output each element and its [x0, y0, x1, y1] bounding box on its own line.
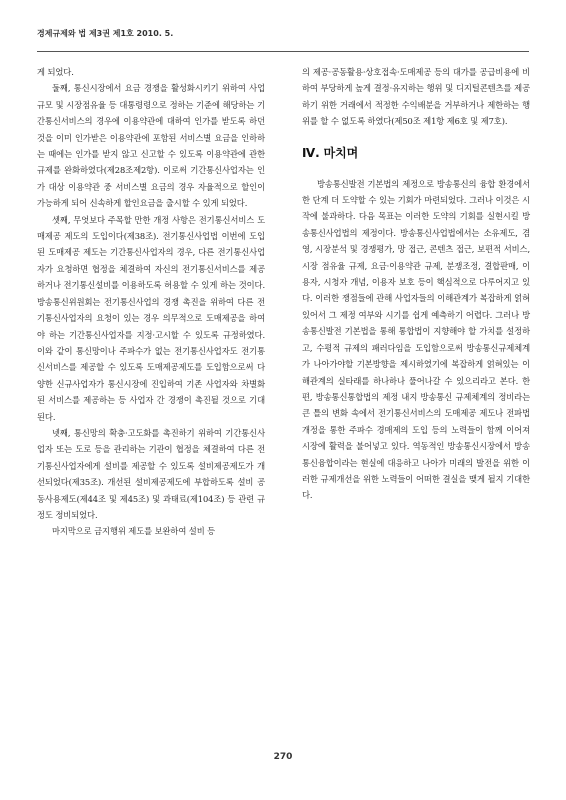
- paragraph: 둘째, 통신시장에서 요금 경쟁을 활성화시키기 위하여 사업규모 및 시장점유율 등 대통령령으로 정하는 기준에 해당하는 기간통신서비스의 경우에 이용약관에 대하여 인가를 받도록 하던 것을 이미 인가받은 이용약관에 포함된 서비스별 요금을 인하하는 때에는 인가를 받지 않고 신고할 수 있도록 이용약관에 관한 규제를 완화하였다(제28조제2항). 이로써 기간통신사업자는 인가 대상 이용약관 중 서비스별 요금의 경우 자율적으로 할인이 가능하게 되어 신속하게 할인요금을 출시할 수 있게 되었다.: [37, 83, 265, 209]
- paragraph: 게 되었다.: [37, 67, 74, 77]
- paragraph: 방송통신발전 기본법의 제정으로 방송통신의 융합 환경에서 한 단계 더 도약할 수 있는 기회가 마련되었다. 그러나 이것은 시작에 불과하다. 다음 목표는 이러한 도약의 기회를 실현시킬 방송통신사업법의 제정이다. 방송통신사업법에서는 소유제도, 겸영, 시장분석 및 경쟁평가, 망 접근, 콘텐츠 접근, 보편적 서비스, 시장 점유율 규제, 요금·이용약관 규제, 분쟁조정, 결합판매, 이용자, 시청자 개념, 이용자 보호 등이 핵심적으로 다루어지고 있다. 이러한 쟁점들에 관해 사업자들의 이해관계가 복잡하게 얽혀 있어서 그 제정 여부와 시기를 쉽게 예측하기 어렵다. 그러나 방송통신발전 기본법을 통해 통합법이 지향해야 할 가치를 설정하고, 수평적 규제의 패러다임을 도입함으로써 방송통신규제체계가 나아가야할 기본방향을 제시하였기에 복잡하게 얽혀있는 이해관계의 실타래를 하나하나 풀어나갈 수 있으리라고 본다. 한편, 방송통신통합법의 제정 내지 방송통신 규제체계의 정비라는 큰 틀의 변화 속에서 전기통신서비스의 도매제공 제도나 전파법 개정을 통한 주파수 경매제의 도입 등의 노력들이 함께 이어져 시장에 활력을 불어넣고 있다. 역동적인 방송통신시장에서 방송통신융합이라는 현실에 대응하고 나아가 미래의 발전을 위한 이러한 규제개선을 위한 노력들이 어떠한 결실을 맺게 될지 기대한다.: [302, 178, 530, 501]
- paragraph: 마지막으로 금지행위 제도를 보완하여 설비 등: [52, 526, 216, 537]
- section-heading: Ⅳ. 마치며: [302, 145, 359, 160]
- right-column: [302, 64, 530, 504]
- paragraph: 셋째, 무엇보다 주목할 만한 개정 사항은 전기통신서비스 도매제공 제도의 도입이다(제38조). 전기통신사업법 이번에 도입된 도매제공 제도는 기간통신사업자의 경우, 다른 전기통신사업자가 요청하면 협정을 체결하여 자신의 전기통신서비스를 제공하거나 전기통신설비를 이용하도록 허용할 수 있게 하는 것이다. 방송통신위원회는 전기통신사업의 경쟁 촉진을 위하여 다른 전기통신사업자의 요청이 있는 경우 의무적으로 도매제공을 하여야 하는 기간통신사업자를 지정·고시할 수 있도록 규정하였다. 이와 같이 통신망이나 주파수가 없는 전기통신사업자도 전기통신서비스를 제공할 수 있도록 도매제공제도를 도입함으로써 다양한 신규사업자가 통신시장에 진입하여 기존 사업자와 차별화된 서비스를 제공하는 등 사업자 간 경쟁이 촉진될 것으로 기대된다.: [37, 214, 265, 422]
- header-divider: [37, 51, 529, 52]
- running-head: 경제규제와 법 제3권 제1호 2010. 5.: [37, 29, 174, 38]
- page-number: 270: [273, 752, 293, 762]
- left-column: [37, 64, 265, 540]
- paragraph: 넷째, 통신망의 확충·고도화를 촉진하기 위하여 기간통신사업자 또는 도로 등을 관리하는 기관이 협정을 체결하여 다른 전기통신사업자에게 설비를 제공할 수 있도록 설비제공제도가 개선되었다(제35조). 개선된 설비제공제도에 부합하도록 설비 공동사용제도(제44조 및 제45조) 및 과태료(제104조) 등 관련 규정도 정비되었다.: [37, 427, 265, 520]
- paragraph: 의 제공·공동활용·상호접속·도매제공 등의 대가를 공급비용에 비하여 부당하게 높게 결정·유지하는 행위 및 디지털콘텐츠를 제공하기 위한 거래에서 적정한 수익배분을 거부하거나 제한하는 행위를 할 수 없도록 하였다(제50조 제1항 제6호 및 제7호).: [302, 67, 530, 127]
